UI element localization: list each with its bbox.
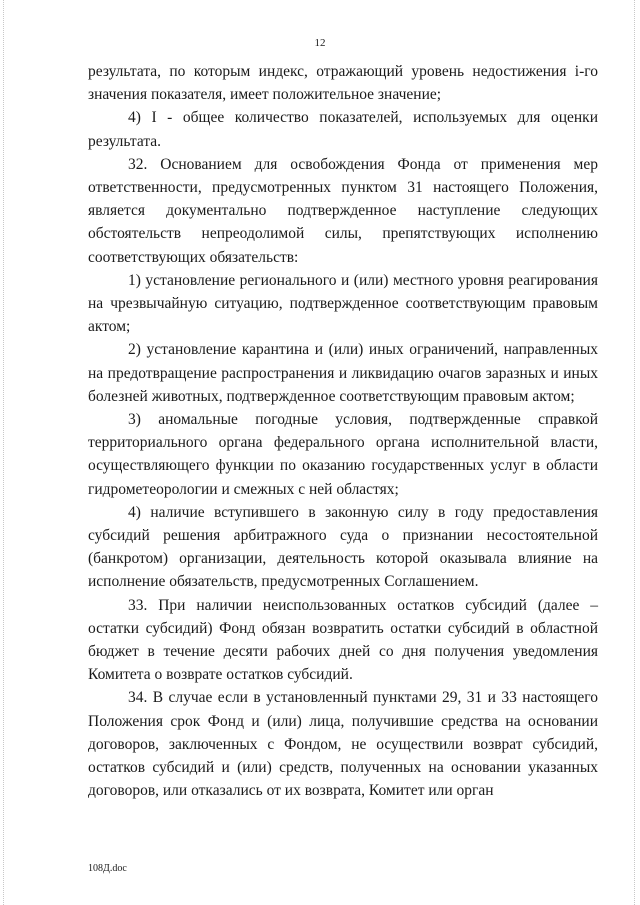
- paragraph-continuation: результата, по которым индекс, отражающий уровень недостижения i-го значения показателя, имеет положительное значение;: [88, 63, 598, 104]
- scan-edge-right: [634, 0, 636, 905]
- file-name-footer: 108Д.doc: [88, 863, 127, 874]
- scan-edge-left: [3, 0, 5, 905]
- paragraph-32-item-3: 3) аномальные погодные условия, подтвержденные справкой территориального органа федерального органа исполнительной власти, осуществляющего функции по оказанию государственных услуг в области гидрометеорологии и смежных с ней областях;: [88, 411, 598, 498]
- paragraph-32-item-1: 1) установление регионального и (или) местного уровня реагирования на чрезвычайную ситуацию, подтвержденное соответствующим правовым актом;: [88, 271, 598, 336]
- paragraph-33: 33. При наличии неиспользованных остатков субсидий (далее – остатки субсидий) Фонд обязан возвратить остатки субсидий в областной бюджет в течение десяти рабочих дней со дня получения уведомления Комитета о возврате остатков субсидий.: [88, 596, 598, 684]
- paragraph-item-4-indicators: 4) I - общее количество показателей, используемых для оценки результата.: [88, 109, 598, 150]
- document-body: [88, 60, 598, 803]
- paragraph-32-item-2: 2) установление карантина и (или) иных ограничений, направленных на предотвращение распространения и ликвидацию очагов заразных и иных болезней животных, подтвержденное соответствующим правовым актом;: [88, 341, 598, 405]
- paragraph-34: 34. В случае если в установленный пунктами 29, 31 и 33 настоящего Положения срок Фонд и (или) лица, получившие средства на основании договоров, заключенных с Фондом, не осуществили возврат субсидий, остатков субсидий и (или) средств, полученных на основании указанных договоров, или отказались от их возврата, Комитет или орган: [88, 689, 598, 800]
- paragraph-32-item-4: 4) наличие вступившего в законную силу в году предоставления субсидий решения арбитражного суда о признании несостоятельной (банкротом) организации, деятельность которой оказывала влияние на исполнение обязательств, предусмотренных Соглашением.: [88, 503, 598, 591]
- page-number: 12: [314, 37, 326, 49]
- paragraph-32: 32. Основанием для освобождения Фонда от применения мер ответственности, предусмотренных пунктом 31 настоящего Положения, является документально подтвержденное наступление следующих обстоятельств непреодолимой силы, препятствующих исполнению соответствующих обязательств:: [88, 155, 598, 266]
